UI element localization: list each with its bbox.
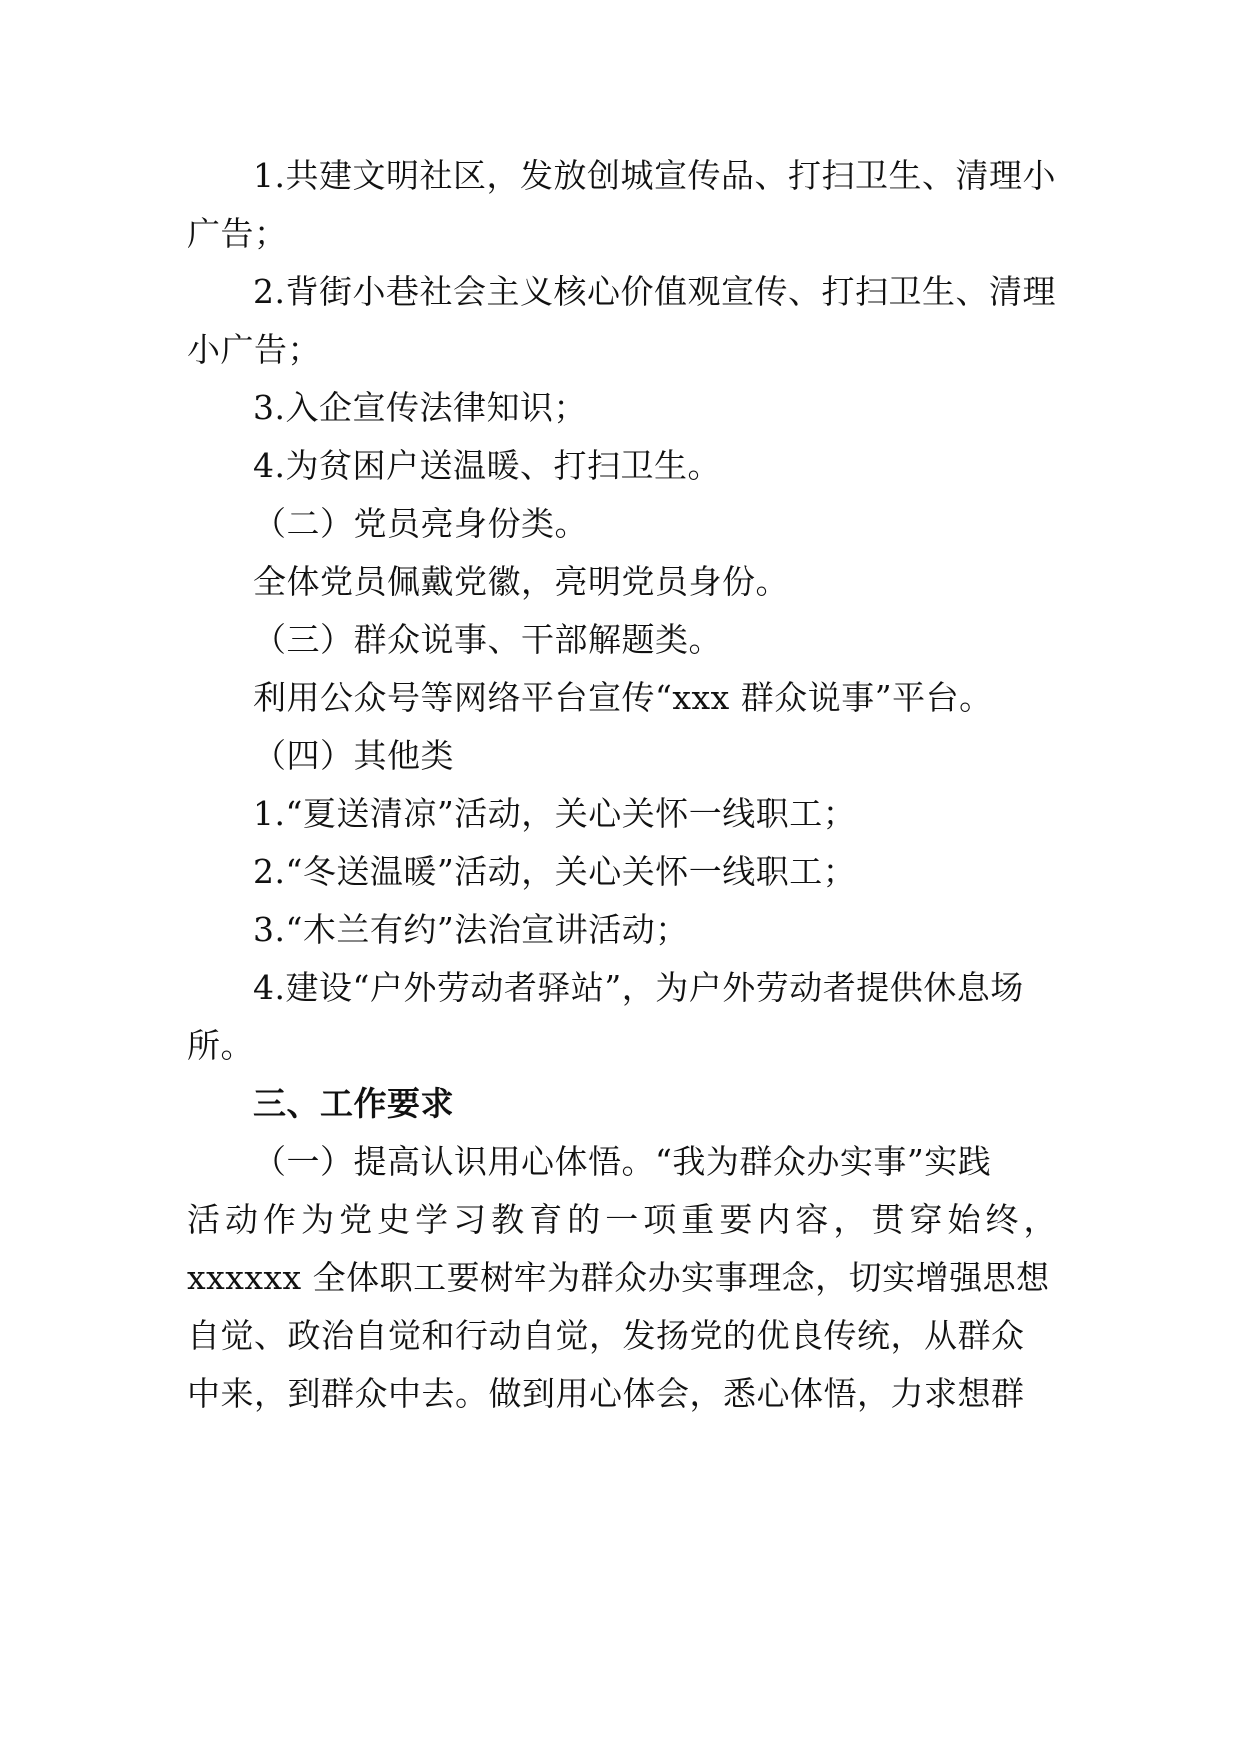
text-line: 广告； (187, 214, 288, 253)
text-line: 自觉、政治自觉和行动自觉，发扬党的优良传统，从群众 (187, 1316, 1025, 1355)
text-line: 全体党员佩戴党徽，亮明党员身份。 (253, 562, 789, 601)
text-line: 利用公众号等网络平台宣传“xxx 群众说事”平台。 (253, 678, 993, 717)
text-line: 所。 (187, 1026, 254, 1065)
text-line: 活动作为党史学习教育的一项重要内容，贯穿始终， (187, 1200, 1057, 1239)
chapter-heading: 三、工作要求 (253, 1084, 454, 1123)
text-line: 1.共建文明社区，发放创城宣传品、打扫卫生、清理小 (253, 156, 1056, 195)
text-line: 2.背街小巷社会主义核心价值观宣传、打扫卫生、清理 (253, 272, 1056, 311)
text-line: 4.建设“户外劳动者驿站”，为户外劳动者提供休息场 (253, 968, 1024, 1007)
text-line: xxxxxx 全体职工要树牢为群众办实事理念，切实增强思想 (187, 1258, 1050, 1297)
text-line: 2.“冬送温暖”活动，关心关怀一线职工； (253, 852, 857, 891)
text-line: 中来，到群众中去。做到用心体会，悉心体悟，力求想群 (187, 1374, 1025, 1413)
text-line: 4.为贫困户送温暖、打扫卫生。 (253, 446, 721, 485)
section-heading: （三）群众说事、干部解题类。 (253, 620, 722, 659)
text-line: 3.入企宣传法律知识； (253, 388, 587, 427)
text-line: 1.“夏送清凉”活动，关心关怀一线职工； (253, 794, 857, 833)
text-line: 3.“木兰有约”法治宣讲活动； (253, 910, 689, 949)
text-line: 小广告； (187, 330, 321, 369)
section-heading: （四）其他类 (253, 736, 454, 775)
section-heading: （二）党员亮身份类。 (253, 504, 588, 543)
text-line: （一）提高认识用心体悟。“我为群众办实事”实践 (253, 1142, 992, 1181)
